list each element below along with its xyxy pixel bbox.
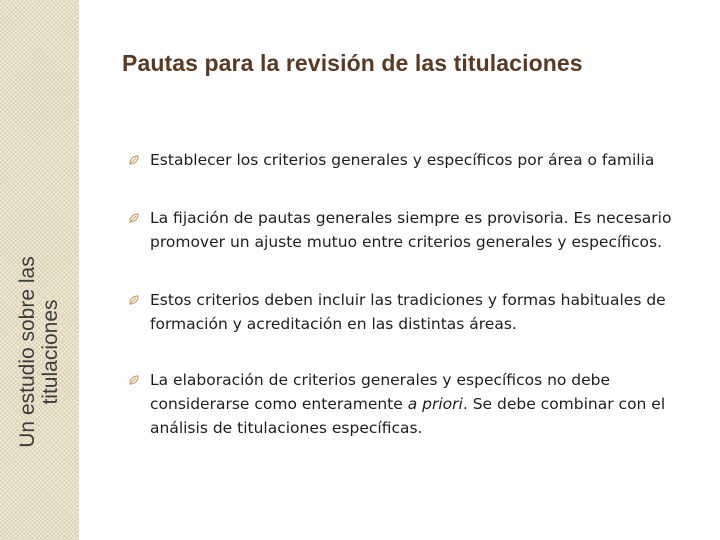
bullet-item (128, 206, 688, 254)
leaf-bullet-icon (128, 154, 140, 166)
slide-title: Pautas para la revisión de las titulaciones (122, 50, 583, 76)
bullet-item (128, 148, 688, 172)
bullet-item (128, 288, 688, 336)
bullet-text-part: . Se debe combinar con el análisis de titulaciones específicas. (150, 395, 666, 437)
leaf-bullet-icon (128, 294, 140, 306)
bullet-text: Establecer los criterios generales y específicos por área o familia (150, 151, 655, 169)
bullet-text (150, 371, 665, 437)
side-title: Un estudio sobre las titulaciones (16, 256, 62, 448)
leaf-bullet-icon (128, 374, 140, 386)
bullet-item (128, 368, 688, 440)
bullet-text: La fijación de pautas generales siempre es provisoria. Es necesario promover un ajuste mutuo entre criterios generales y específicos. (150, 209, 672, 251)
leaf-bullet-icon (128, 212, 140, 224)
bullet-text-part: La elaboración de criterios generales y específicos no debe considerarse como enteramente (150, 371, 611, 413)
bullet-text: Estos criterios deben incluir las tradiciones y formas habituales de formación y acreditación en las distintas áreas. (150, 291, 666, 333)
side-title-container (0, 0, 78, 540)
bullet-text-emphasis: a priori (407, 395, 463, 413)
bullet-list (128, 148, 688, 474)
